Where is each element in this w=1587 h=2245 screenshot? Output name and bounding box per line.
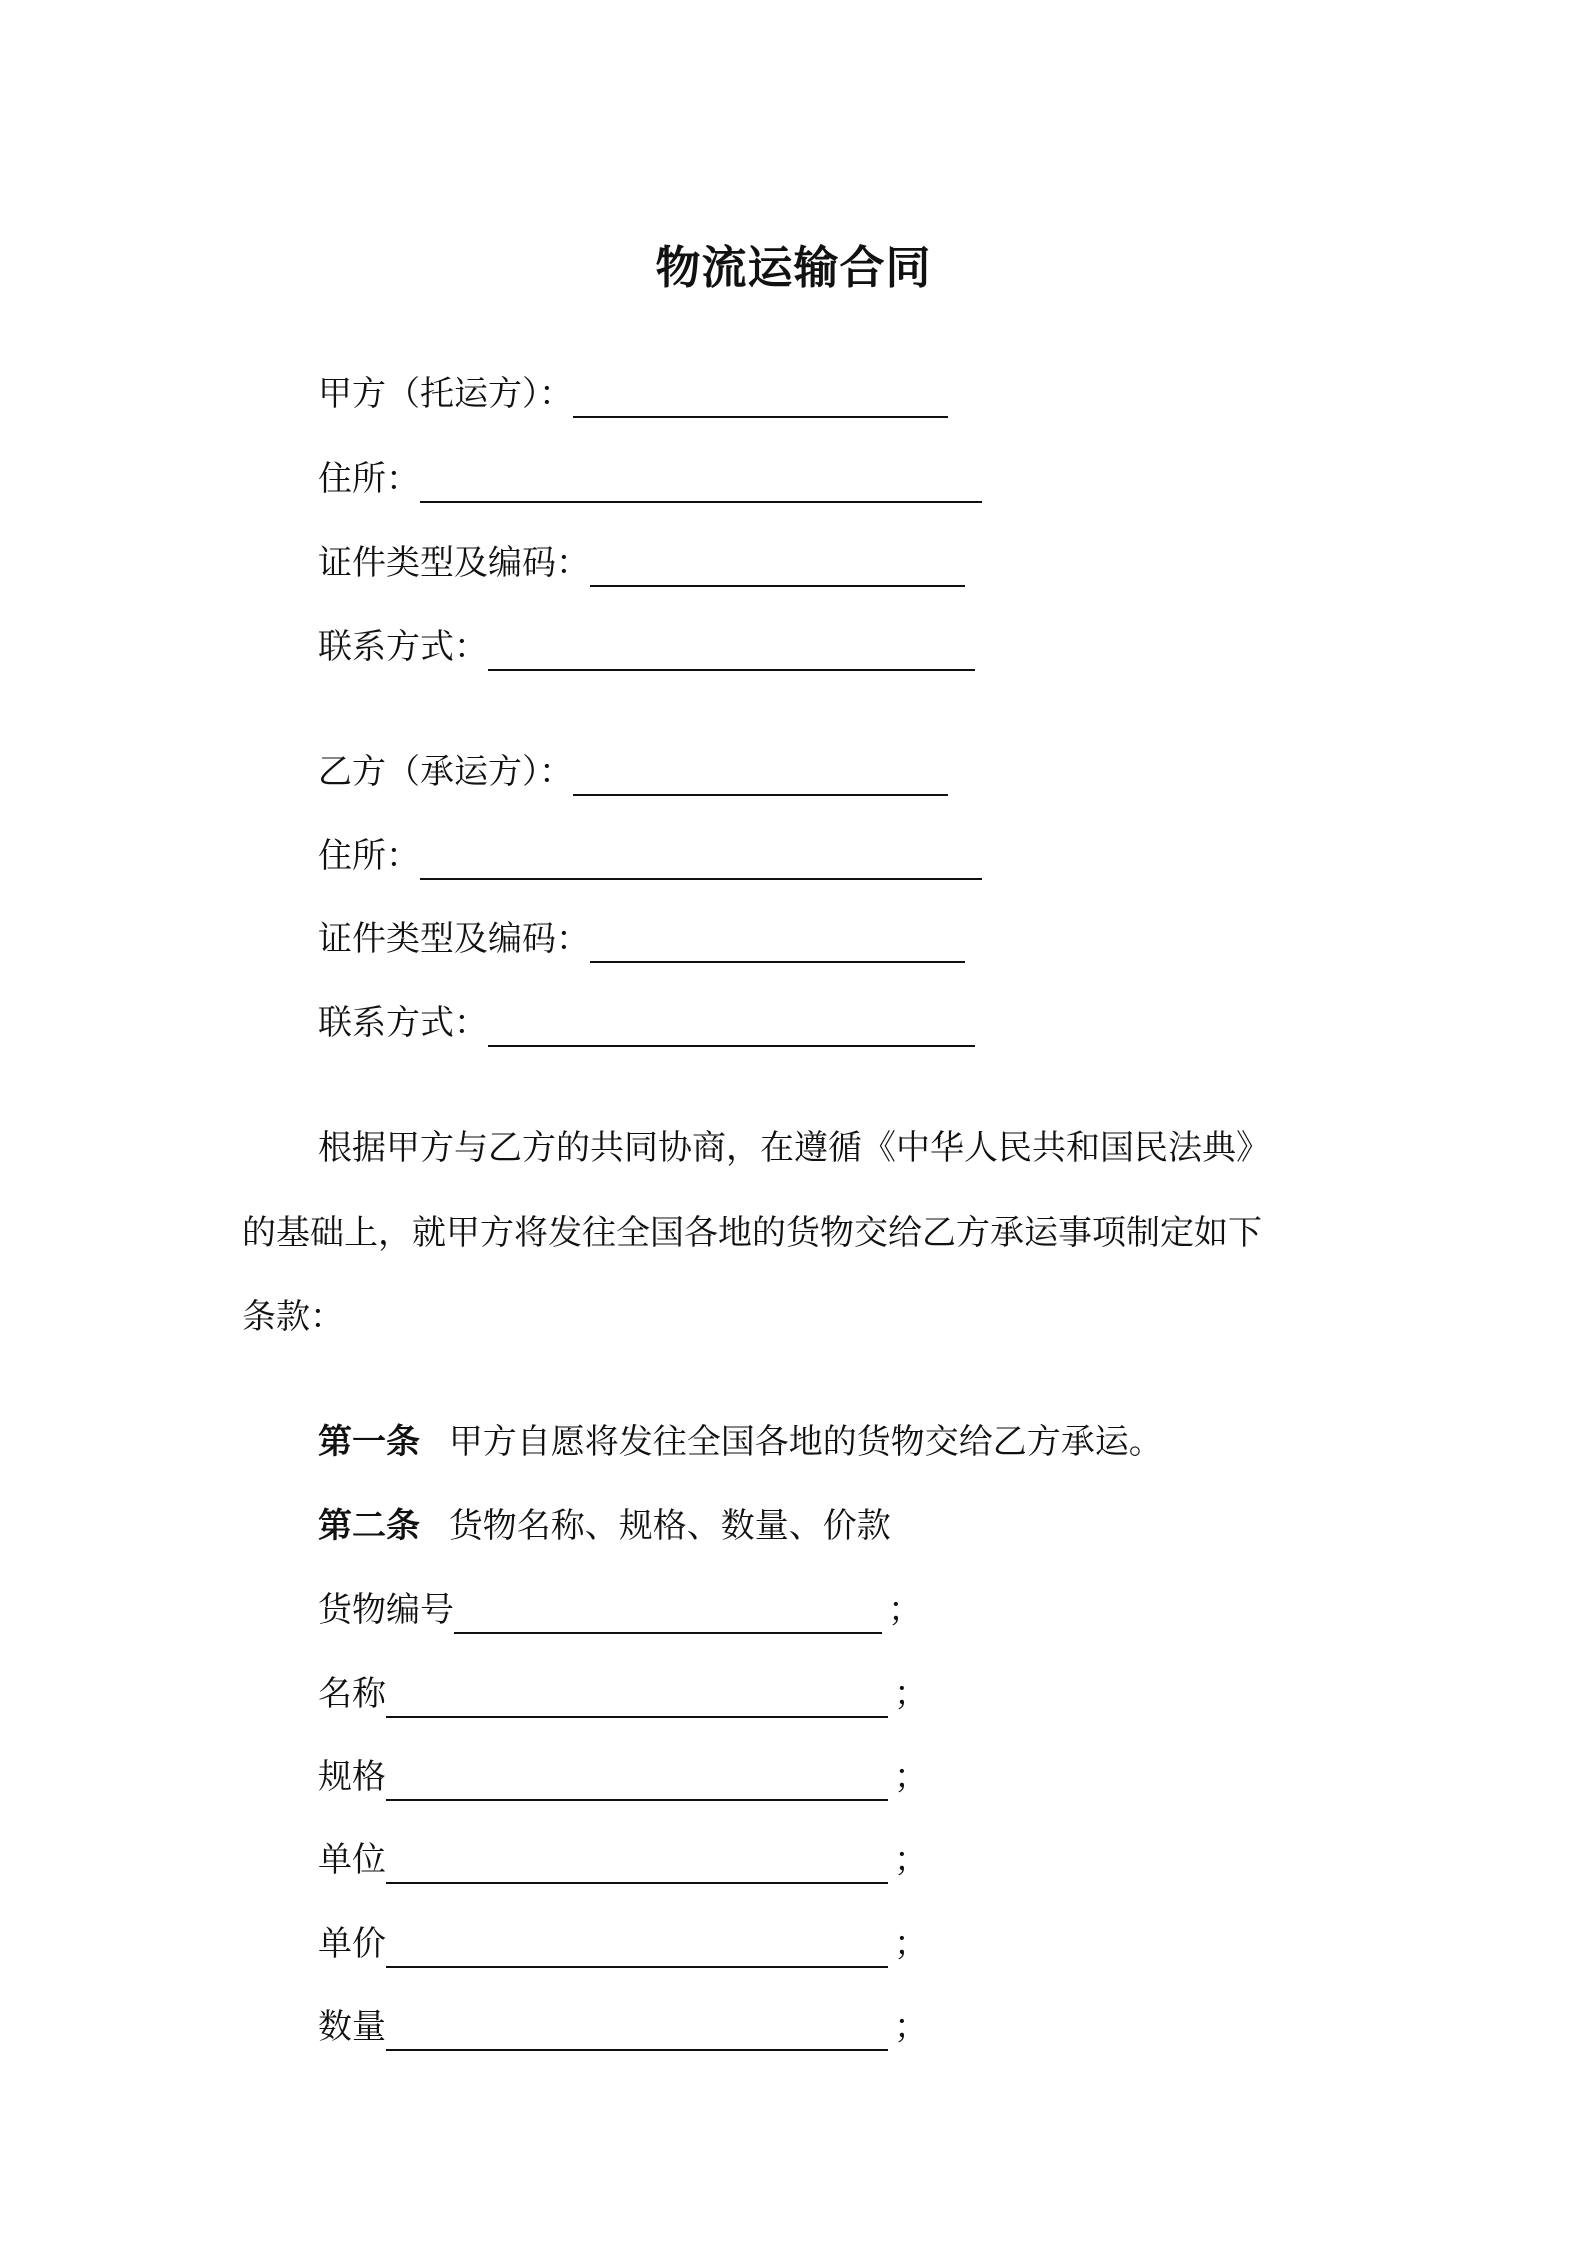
goods-field-end: ； (894, 1924, 928, 1964)
party-a-blank[interactable] (573, 378, 948, 418)
party-b-address-label: 住所： (318, 836, 420, 876)
party-a-contact-label: 联系方式： (318, 627, 488, 667)
party-a-label: 甲方（托运方）： (318, 374, 573, 414)
goods-field-end: ； (894, 1674, 928, 1714)
goods-field-end: ； (894, 2007, 928, 2047)
article-1-number: 第一条 (318, 1422, 420, 1462)
party-b-address-row (318, 832, 982, 880)
article-2-text: 货物名称、规格、数量、价款 (448, 1506, 891, 1546)
document-title: 物流运输合同 (655, 241, 932, 294)
goods-field-label: 数量 (318, 2007, 386, 2047)
goods-field-row (318, 1586, 922, 1634)
article-1 (318, 1418, 1163, 1466)
party-b-contact-label: 联系方式： (318, 1003, 488, 1043)
goods-field-blank[interactable] (386, 1928, 888, 1968)
goods-field-blank[interactable] (454, 1594, 882, 1634)
goods-field-label: 货物编号 (318, 1590, 454, 1630)
goods-field-end: ； (894, 1840, 928, 1880)
party-a-row (318, 370, 948, 418)
party-a-address-label: 住所： (318, 459, 420, 499)
goods-field-blank[interactable] (386, 1761, 888, 1801)
article-1-text: 甲方自愿将发往全国各地的货物交给乙方承运。 (448, 1422, 1163, 1462)
goods-field-label: 规格 (318, 1757, 386, 1797)
party-b-id-blank[interactable] (590, 923, 965, 963)
party-b-contact-blank[interactable] (488, 1007, 975, 1047)
goods-field-row (318, 1920, 928, 1968)
preamble-line-3: 条款： (242, 1297, 344, 1337)
goods-field-row (318, 1670, 928, 1718)
preamble-line-1: 根据甲方与乙方的共同协商，在遵循《中华人民共和国民法典》 (318, 1128, 1270, 1168)
goods-field-label: 名称 (318, 1674, 386, 1714)
party-a-id-blank[interactable] (590, 547, 965, 587)
party-b-id-row (318, 915, 965, 963)
party-b-blank[interactable] (573, 756, 948, 796)
goods-field-row (318, 2003, 928, 2051)
party-b-row (318, 748, 948, 796)
party-a-id-row (318, 539, 965, 587)
party-a-contact-row (318, 623, 975, 671)
party-b-contact-row (318, 999, 975, 1047)
goods-field-blank[interactable] (386, 2011, 888, 2051)
article-2-number: 第二条 (318, 1506, 420, 1546)
preamble-line-2: 的基础上，就甲方将发往全国各地的货物交给乙方承运事项制定如下 (242, 1213, 1262, 1253)
party-b-address-blank[interactable] (420, 840, 982, 880)
goods-field-blank[interactable] (386, 1844, 888, 1884)
party-a-address-row (318, 455, 982, 503)
article-2 (318, 1502, 891, 1550)
goods-field-label: 单价 (318, 1924, 386, 1964)
goods-field-end: ； (894, 1757, 928, 1797)
party-a-contact-blank[interactable] (488, 631, 975, 671)
goods-field-end: ； (888, 1590, 922, 1630)
goods-field-row (318, 1753, 928, 1801)
party-b-label: 乙方（承运方）： (318, 752, 573, 792)
goods-field-row (318, 1836, 928, 1884)
goods-field-blank[interactable] (386, 1678, 888, 1718)
party-a-id-label: 证件类型及编码： (318, 543, 590, 583)
party-b-id-label: 证件类型及编码： (318, 919, 590, 959)
party-a-address-blank[interactable] (420, 463, 982, 503)
goods-field-label: 单位 (318, 1840, 386, 1880)
